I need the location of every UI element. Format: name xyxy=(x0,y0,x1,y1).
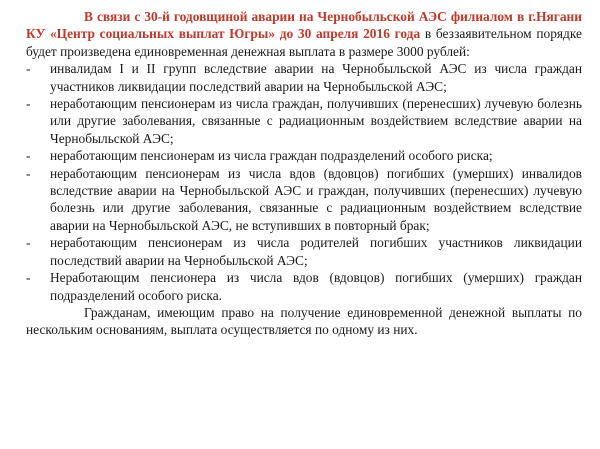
list-item xyxy=(26,234,582,269)
list-marker: - xyxy=(26,61,31,77)
list-item-text: неработающим пенсионерам из числа вдов (вдовцов) погибших (умерших) инвалидов вследствие аварии на Чернобыльской АЭС и граждан, получивших (перенесших) лучевую болезнь или другие заболевания, связанные с радиационным воздействием вследствие аварии на Чернобыльской АЭС, не вступивших в повторный брак; xyxy=(50,165,582,233)
list-item-text: неработающим пенсионерам из числа граждан подразделений особого риска; xyxy=(50,148,493,164)
list-item xyxy=(26,269,582,304)
intro-highlight: В связи с 30-й годовщиной аварии на Чернобыльской АЭС филиалом в г.Нягани КУ «Центр социальных выплат Югры» до 30 апреля 2016 года xyxy=(26,9,582,42)
list-item xyxy=(26,60,582,95)
list-item xyxy=(26,147,582,164)
list-marker: - xyxy=(26,96,31,112)
list-item xyxy=(26,95,582,147)
closing-paragraph: Гражданам, имеющим право на получение единовременной денежной выплаты по нескольким основаниям, выплата осуществляется по одному из них. xyxy=(26,304,582,338)
list-item-text: Неработающим пенсионера из числа вдов (вдовцов) погибших (умерших) граждан подразделений особого риска. xyxy=(50,270,582,303)
list-marker: - xyxy=(26,270,31,286)
list-item xyxy=(26,165,582,235)
list-marker: - xyxy=(26,148,31,164)
list-item-text: неработающим пенсионерам из числа граждан, получивших (перенесших) лучевую болезнь или другие заболевания, связанные с радиационным воздействием вследствие аварии на Чернобыльской АЭС; xyxy=(50,96,582,146)
list-item-text: неработающим пенсионерам из числа родителей погибших участников ликвидации последствий аварии на Чернобыльской АЭС; xyxy=(50,235,582,268)
list-marker: - xyxy=(26,165,31,181)
list-marker: - xyxy=(26,235,31,251)
intro-paragraph xyxy=(26,8,582,60)
list-item-text: инвалидам I и II групп вследствие аварии на Чернобыльской АЭС из числа граждан участников ликвидации последствий аварии на Чернобыльской АЭС; xyxy=(50,61,582,94)
recipient-list xyxy=(26,60,582,304)
intro-rest: в беззаявительном порядке будет произведена единовременная денежная выплата в размере 3000 рублей: xyxy=(26,26,582,59)
